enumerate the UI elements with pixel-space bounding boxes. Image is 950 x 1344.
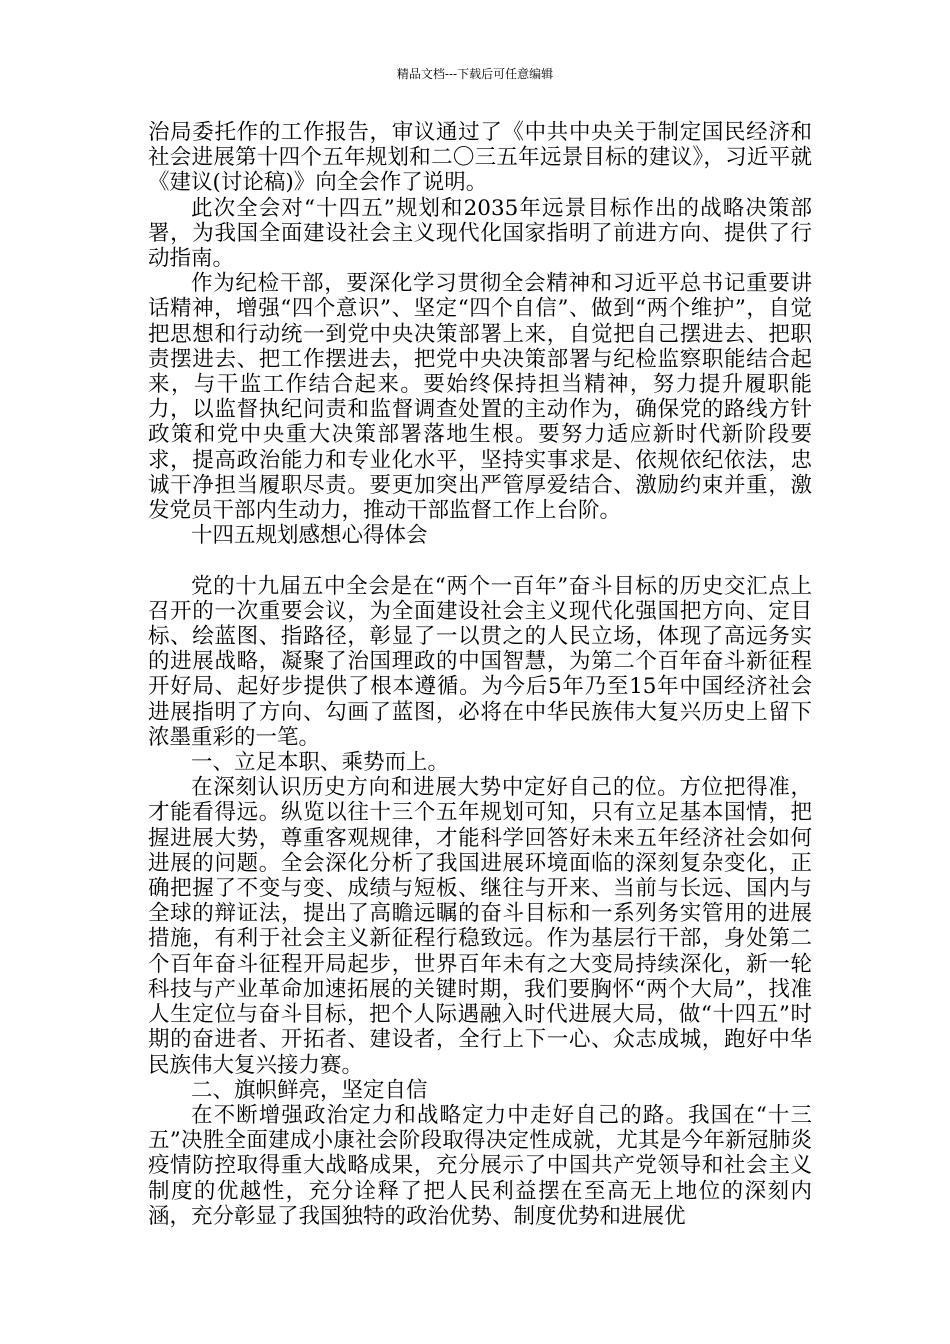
- heading-two: 二、旗帜鲜亮，坚定自信: [191, 1077, 428, 1103]
- paragraph-political-resolve: 在不断增强政治定力和战略定力中走好自己的路。我国在“十三五”决胜全面建成小康社会阶段取得决定性成就，尤其是今年新冠肺炎疫情防控取得重大战略成果，充分展示了中国共产党领导和社会主义制度的优越性，充分诠释了把人民利益摆在至高无上地位的深刻内涵，充分彰显了我国独特的政治优势、制度优势和进展优: [148, 1102, 812, 1229]
- section-title: 十四五规划感想心得体会: [191, 523, 428, 549]
- blank-line: [148, 548, 812, 573]
- paragraph-plenum-deployment: 此次全会对“十四五”规划和2035年远景目标作出的战略决策部署，为我国全面建设社会主义现代化国家指明了前进方向、提供了行动指南。: [148, 195, 812, 272]
- paragraph-discipline-cadres: 作为纪检干部，要深化学习贯彻全会精神和习近平总书记重要讲话精神，增强“四个意识”、坚定“四个自信”、做到“两个维护”，自觉把思想和行动统一到党中央决策部署上来，自觉把自己摆进去、把职责摆进去、把工作摆进去，把党中央决策部署与纪检监察职能结合起来，与干监工作结合起来。要始终保持担当精神，努力提升履职能力，以监督执纪问责和监督调查处置的主动作为，确保党的路线方针政策和党中央重大决策部署落地生根。要努力适应新时代新阶段要求，提高政治能力和专业化水平，坚持实事求是、依规依纪依法，忠诚干净担当履职尽责。要更加突出严管厚爱结合、激励约束并重，激发党员干部内生动力，推动干部监督工作上台阶。: [148, 271, 812, 524]
- paragraph-continuation: 治局委托作的工作报告，审议通过了《中共中央关于制定国民经济和社会进展第十四个五年规划和二〇三五年远景目标的建议》，习近平就《建议(讨论稿)》向全会作了说明。: [148, 120, 812, 196]
- page-header: 精品文档---下载后可任意编辑: [396, 67, 554, 81]
- paragraph-position: 在深刻认识历史方向和进展大势中定好自己的位。方位把得准，才能看得远。纵览以往十三个五年规划可知，只有立足基本国情，把握进展大势，尊重客观规律，才能科学回答好未来五年经济社会如何进展的问题。全会深化分析了我国进展环境面临的深刻复杂变化，正确把握了不变与变、成绩与短板、继往与开来、当前与长远、国内与全球的辩证法，提出了高瞻远瞩的奋斗目标和一系列务实管用的进展措施，有利于社会主义新征程行稳致远。作为基层行干部，身处第二个百年奋斗征程开局起步，世界百年未有之大变局持续深化，新一轮科技与产业革命加速拓展的关键时期，我们要胸怀“两个大局”，找准人生定位与奋斗目标，把个人际遇融入时代进展大局，做“十四五”时期的奋进者、开拓者、建设者，全行上下一心、众志成城，跑好中华民族伟大复兴接力赛。: [148, 775, 812, 1078]
- document-body: [148, 120, 812, 1229]
- paragraph-fifth-plenum: 党的十九届五中全会是在“两个一百年”奋斗目标的历史交汇点上召开的一次重要会议，为全面建设社会主义现代化强国把方向、定目标、绘蓝图、指路径，彰显了一以贯之的人民立场，体现了高远务实的进展战略，凝聚了治国理政的中国智慧，为第二个百年奋斗新征程开好局、起好步提供了根本遵循。为今后5年乃至15年中国经济社会进展指明了方向、勾画了蓝图，必将在中华民族伟大复兴历史上留下浓墨重彩的一笔。: [148, 573, 812, 750]
- heading-one: 一、立足本职、乘势而上。: [191, 750, 450, 776]
